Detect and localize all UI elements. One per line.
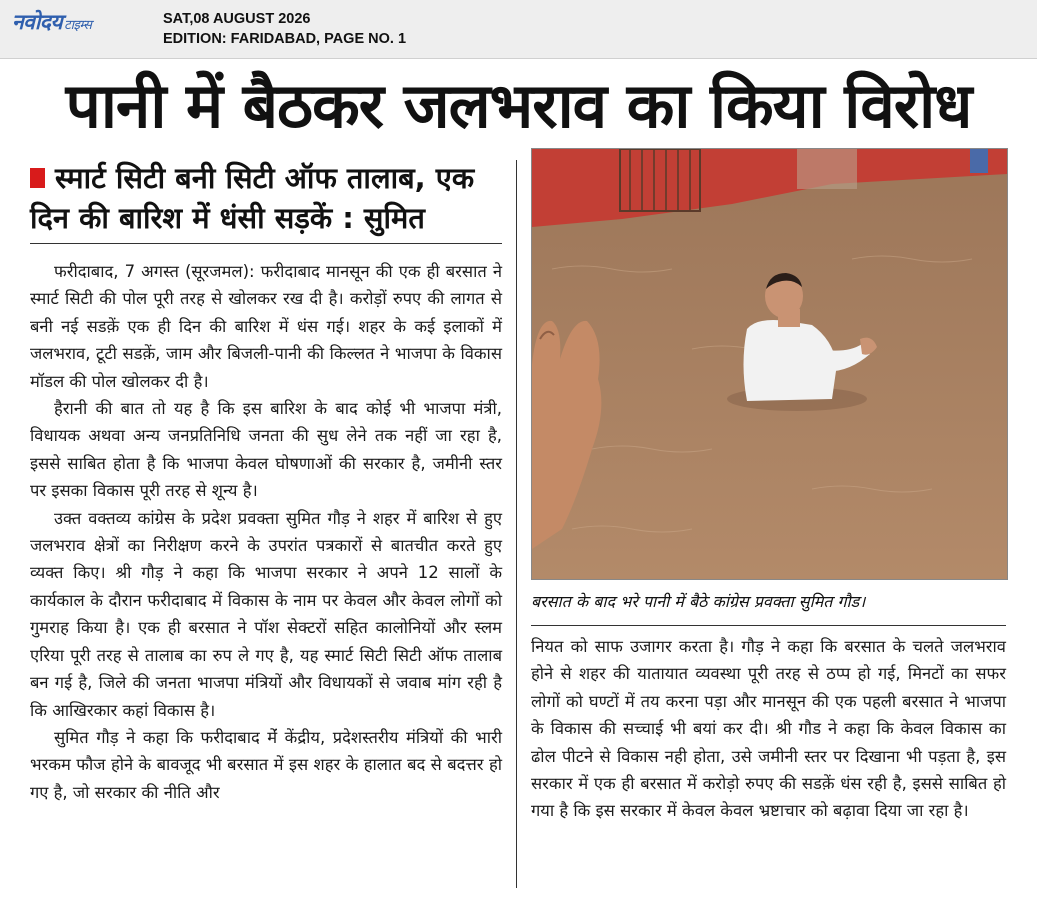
article-headline: पानी में बैठकर जलभराव का किया विरोध [65, 69, 972, 142]
article-column-right [531, 633, 1006, 825]
paragraph-1: फरीदाबाद, 7 अगस्त (सूरजमल): फरीदाबाद मानसून की एक ही बरसात ने स्मार्ट सिटी की पोल पूरी तरह से खोलकर रख दी है। करोड़ों रुपए की लागत से बनी नई सडक़ें एक ही दिन की बारिश में धंस गई। शहर के कई इलाकों में जलभराव, टूटी सडक़ें, जाम और बिजली-पानी की किल्लत ने भाजपा के विकास मॉडल की पोल खोलकर दी है। [30, 262, 502, 391]
logo-sub: टाइम्स [64, 18, 92, 33]
edition-info [163, 9, 406, 49]
article-column-left [30, 258, 502, 806]
subhead-rule [30, 243, 502, 244]
article-subheadline [30, 158, 508, 238]
masthead-bar [0, 0, 1037, 59]
publish-date: SAT,08 AUGUST 2026 [163, 11, 311, 27]
flooded-street-image [532, 149, 1007, 579]
caption-rule [531, 625, 1006, 626]
newspaper-logo[interactable] [12, 8, 91, 36]
paragraph-5: नियत को साफ उजागर करता है। गौड़ ने कहा कि बरसात के चलते जलभराव होने से शहर की यातायात व्यवस्था पूरी तरह से ठप्प हो गई, मिनटों का सफर लोगों को घण्टों में तय करना पड़ा और मानसून की एक पहली बरसात ने भाजपा के विकास की सच्चाई भी बयां कर दी। श्री गौड ने कहा कि केवल विकास का ढोल पीटने से विकास नही होता, उसे जमीनी स्तर पर दिखाना भी पड़ता है, इस सरकार में एक ही बरसात में करोड़ो रुपए की सडक़ें धंस रही है, इससे साबित हो गया है कि इस सरकार में केवल केवल भ्रष्टाचार को बढ़ावा दिया जा रहा है। [531, 637, 1006, 821]
paragraph-3: उक्त वक्तव्य कांग्रेस के प्रदेश प्रवक्ता सुमित गौड़ ने शहर में बारिश से हुए जलभराव क्षेत्रों का निरीक्षण करने के उपरांत पत्रकारों से बातचीत करते हुए व्यक्त किए। श्री गौड़ ने कहा कि भाजपा सरकार ने अपने 12 सालों के कार्यकाल के दौरान फरीदाबाद में विकास के नाम पर केवल और केवल लोगों को गुमराह किया है। एक ही बरसात ने पॉश सेक्टरों सहित कालोनियों और स्लम एरिया पूरी तरह से तालाब का रुप ले गए है, यह स्मार्ट सिटी सिटी ऑफ तालाब बन गई है, जिले की जनता भाजपा मंत्रियों और विधायकों से जवाब मांग रही है कि आखिरकार कहां विकास है। [30, 508, 502, 720]
paragraph-4: सुमित गौड़ ने कहा कि फरीदाबाद मेंं केंद्रीय, प्रदेशस्तरीय मंत्रियों की भारी भरकम फौज होने के बावजूद भी बरसात में इस शहर के हालात बद से बदत्तर हो गए है, जो सरकार की नीति और [30, 727, 502, 802]
paragraph-2: हैरानी की बात तो यह है कि इस बारिश के बाद कोई भी भाजपा मंत्री, विधायक अथवा अन्य जनप्रतिनिधि जनता की सुध लेने तक नहीं जा रहा है, इससे साबित होता है कि भाजपा केवल घोषणाओं की सरकार है, जमीनी स्तर पर इसका विकास पूरी तरह से शून्य है। [30, 399, 502, 501]
column-divider [516, 160, 517, 888]
subheadline-text: स्मार्ट सिटी बनी सिटी ऑफ तालाब, एक दिन की बारिश में धंसी सड़कें : सुमित [30, 161, 475, 235]
photo-caption: बरसात के बाद भरे पानी में बैठे कांग्रेस प्रवक्ता सुमित गौड। [531, 592, 866, 611]
red-bullet-icon [30, 168, 45, 188]
edition-page: EDITION: FARIDABAD, PAGE NO. 1 [163, 31, 407, 47]
article-photo[interactable] [531, 148, 1008, 580]
logo-main: नवोदय [12, 10, 63, 34]
